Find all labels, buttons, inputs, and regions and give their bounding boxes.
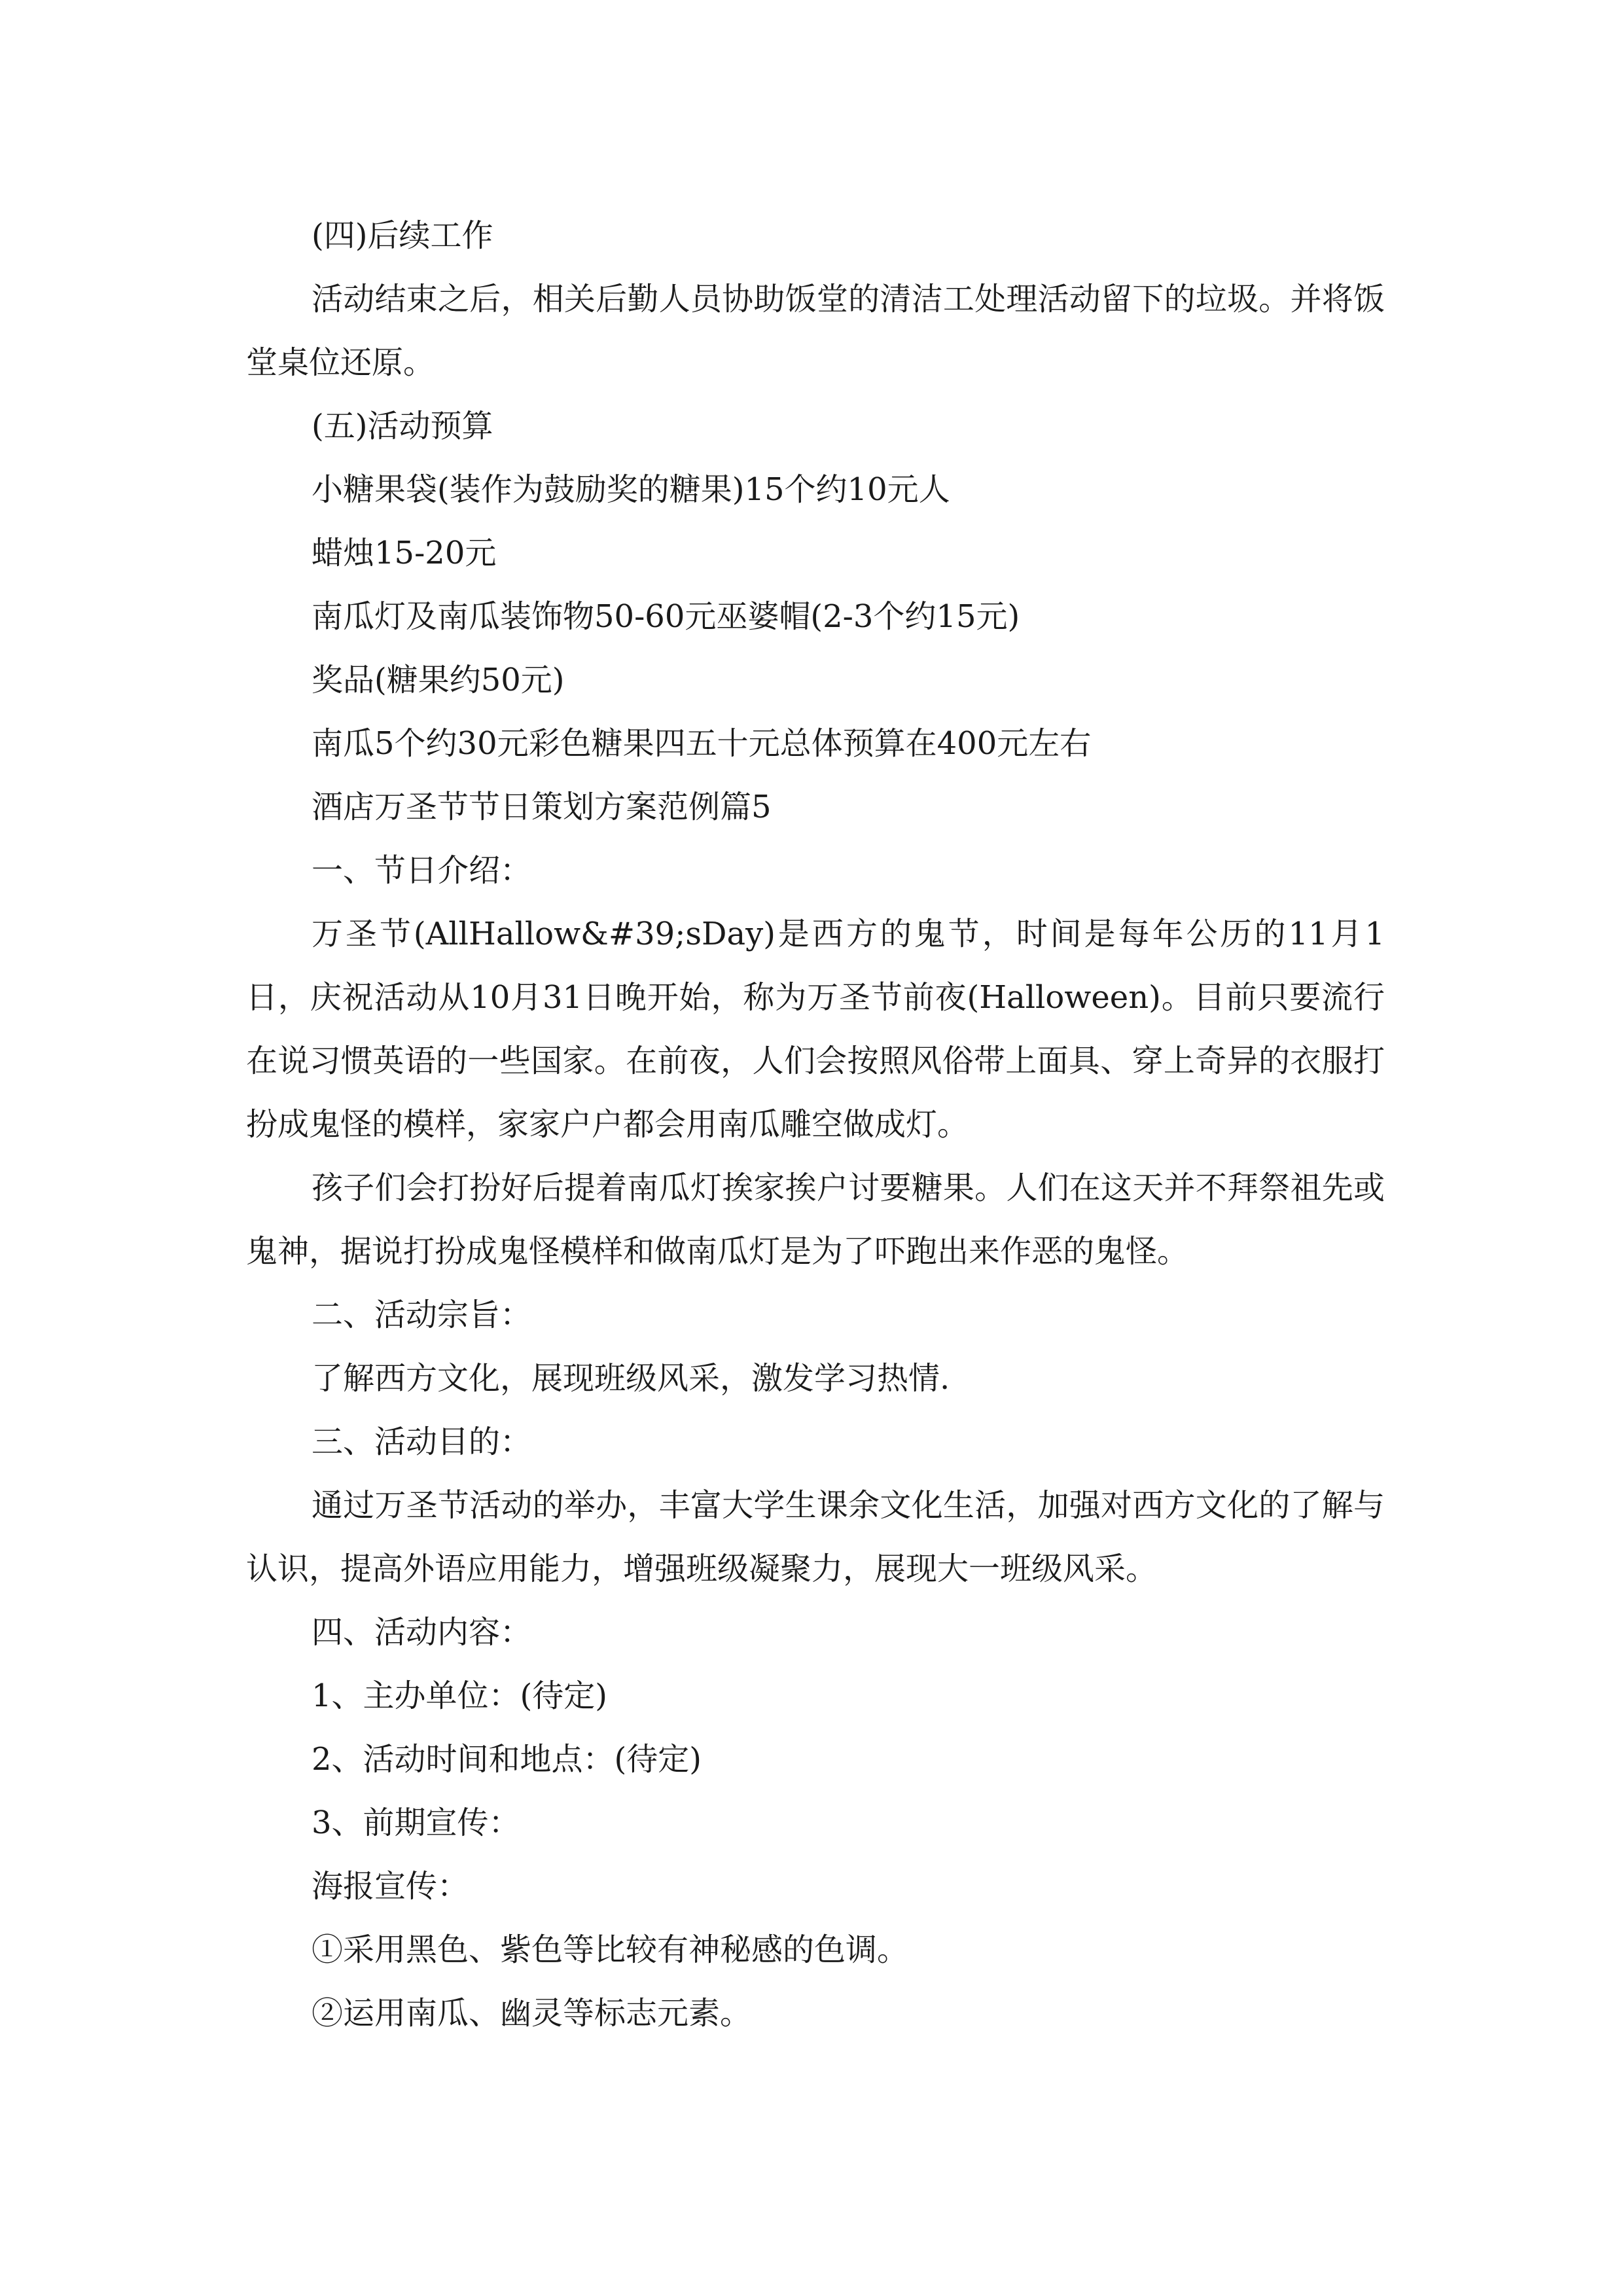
budget-item-candles: 蜡烛15-20元	[312, 535, 497, 571]
paragraph-halloween-intro: 万圣节(AllHallow&#39;sDay)是西方的鬼节，时间是每年公历的11月1日，庆祝活动从10月31日晚开始，称为万圣节前夜(Halloween)。目前只要流行在说习惯英语的一些国家。在前夜，人们会按照风俗带上面具、穿上奇异的衣服打扮成鬼怪的模样，家家户户都会用南瓜雕空做成灯。	[246, 916, 1385, 1143]
budget-item-candy-bags: 小糖果袋(装作为鼓励奖的糖果)15个约10元人	[312, 471, 950, 508]
paragraph-trick-or-treat: 孩子们会打扮好后提着南瓜灯挨家挨户讨要糖果。人们在这天并不拜祭祖先或鬼神，据说打扮成鬼怪模样和做南瓜灯是为了吓跑出来作恶的鬼怪。	[246, 1170, 1385, 1270]
list-item-promotion: 3、前期宣传：	[312, 1804, 520, 1841]
budget-item-total: 南瓜5个约30元彩色糖果四五十元总体预算在400元左右	[312, 725, 1092, 762]
section-heading-content: 四、活动内容：	[312, 1614, 532, 1651]
document-body	[246, 204, 1385, 2045]
section-heading-purpose: 二、活动宗旨：	[312, 1297, 532, 1333]
list-item-time-place: 2、活动时间和地点：(待定)	[312, 1741, 702, 1778]
list-item-organizer: 1、主办单位：(待定)	[312, 1677, 607, 1714]
list-item-elements: ②运用南瓜、幽灵等标志元素。	[312, 1995, 752, 2032]
article-title: 酒店万圣节节日策划方案范例篇5	[312, 789, 772, 825]
section-heading-goals: 三、活动目的：	[312, 1424, 532, 1460]
list-item-colors: ①采用黑色、紫色等比较有神秘感的色调。	[312, 1931, 909, 1968]
budget-item-pumpkin-lanterns: 南瓜灯及南瓜装饰物50-60元巫婆帽(2-3个约15元)	[312, 598, 1020, 635]
section-heading-follow-up: (四)后续工作	[312, 217, 493, 254]
section-heading-introduction: 一、节日介绍：	[312, 852, 532, 889]
paragraph-purpose: 了解西方文化，展现班级风采，激发学习热情.	[312, 1360, 950, 1397]
budget-item-prizes: 奖品(糖果约50元)	[312, 662, 565, 698]
paragraph-cleanup: 活动结束之后，相关后勤人员协助饭堂的清洁工处理活动留下的垃圾。并将饭堂桌位还原。	[246, 281, 1385, 381]
section-heading-budget: (五)活动预算	[312, 408, 493, 444]
subheading-poster: 海报宣传：	[312, 1868, 469, 1905]
paragraph-goals: 通过万圣节活动的举办，丰富大学生课余文化生活，加强对西方文化的了解与认识，提高外语应用能力，增强班级凝聚力，展现大一班级风采。	[246, 1487, 1385, 1587]
